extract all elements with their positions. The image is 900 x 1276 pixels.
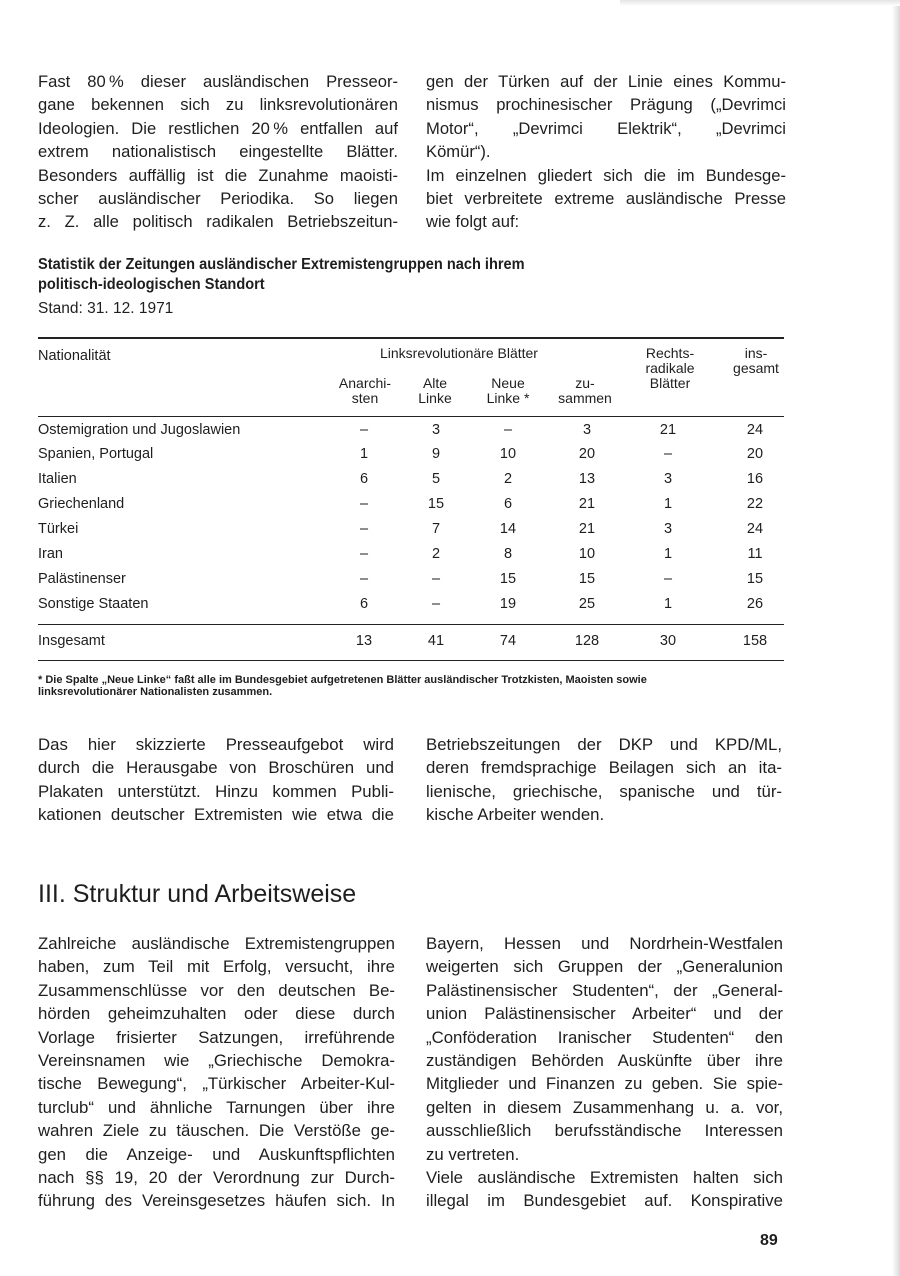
total-label: Insgesamt	[38, 633, 105, 649]
cell-rechtsradikale: 3	[663, 521, 673, 537]
cell-alte-linke: 2	[431, 546, 441, 562]
section-heading: III. Struktur und Arbeitsweise	[38, 880, 357, 908]
text-line: Das hier skizzierte Presseaufgebot wird	[38, 735, 394, 754]
cell-alte-linke: 3	[431, 422, 441, 438]
text-line: Kömür“).	[426, 142, 491, 162]
cell-neue-linke: 2	[503, 471, 513, 487]
total-alte-linke: 41	[427, 633, 445, 649]
total-anarchisten: 13	[355, 633, 373, 649]
table-title-line: Statistik der Zeitungen ausländischer Extremistengruppen nach ihrem	[38, 256, 525, 273]
cell-rechtsradikale: 1	[663, 596, 673, 612]
text-line: union Palästinensischer Arbeiter“ und der	[426, 1004, 783, 1024]
table-footnote	[38, 674, 786, 698]
text-line: Besonders auffällig ist die Zunahme maoisti-	[38, 165, 398, 185]
text-line: zu vertreten.	[426, 1144, 520, 1164]
cell-anarchisten: –	[359, 422, 369, 438]
row-label: Iran	[38, 546, 63, 562]
header-links-group: Linksrevolutionäre Blätter	[380, 345, 538, 361]
text-line: deren fremdsprachige Beilagen sich an ita-	[426, 758, 782, 778]
cell-anarchisten: –	[359, 546, 369, 562]
header-text: Linke *	[486, 390, 530, 406]
total-zusammen: 128	[574, 633, 600, 649]
text-line: scher ausländischer Periodika. So liegen	[38, 189, 398, 209]
cell-neue-linke: 14	[499, 521, 517, 537]
cell-rechtsradikale: 21	[659, 422, 677, 438]
row-label: Spanien, Portugal	[38, 446, 154, 462]
cell-neue-linke: 10	[499, 446, 517, 462]
middle-text-left	[38, 733, 394, 827]
cell-anarchisten: 6	[359, 471, 369, 487]
row-label: Italien	[38, 471, 77, 487]
header-text: sammen	[558, 390, 612, 406]
body-text-left	[38, 932, 395, 1213]
table-title-line: politisch-ideologischen Standort	[38, 276, 265, 293]
cell-insgesamt: 24	[746, 422, 764, 438]
text-line: „Conföderation Iranischer Studenten“ den	[426, 1027, 783, 1047]
middle-text-right	[426, 733, 782, 827]
text-line: durch die Herausgabe von Broschüren und	[38, 758, 394, 778]
text-line: zuständigen Behörden Auskünfte über ihre	[426, 1051, 783, 1071]
cell-insgesamt: 26	[746, 596, 764, 612]
text-line: Fast 80 % dieser ausländischen Presseor-	[38, 72, 398, 91]
header-text: Alte	[422, 375, 448, 391]
cell-rechtsradikale: 3	[663, 471, 673, 487]
text-line: Vereinsnamen wie „Griechische Demokra-	[38, 1051, 395, 1071]
cell-rechtsradikale: 1	[663, 546, 673, 562]
text-line: lienische, griechische, spanische und tür-	[426, 781, 782, 801]
cell-insgesamt: 15	[746, 571, 764, 587]
header-alte-linke	[405, 376, 465, 406]
text-line: Viele ausländische Extremisten halten sich	[426, 1168, 783, 1188]
text-line: Ideologien. Die restlichen 20 % entfallen auf	[38, 118, 398, 138]
cell-zusammen: 3	[582, 422, 592, 438]
row-label: Türkei	[38, 521, 79, 537]
cell-anarchisten: 1	[359, 446, 369, 462]
cell-neue-linke: 8	[503, 546, 513, 562]
header-rechtsradikale	[630, 346, 710, 391]
header-text: ins-	[744, 345, 768, 361]
cell-neue-linke: 15	[499, 571, 517, 587]
text-line: Zahlreiche ausländische Extremistengruppen	[38, 934, 395, 953]
table-total-rule-top	[38, 624, 784, 625]
text-line: führung des Vereinsgesetzes häufen sich. In	[38, 1191, 395, 1211]
cell-anarchisten: –	[359, 496, 369, 512]
body-text-right	[426, 932, 783, 1213]
cell-alte-linke: 9	[431, 446, 441, 462]
text-line: Betriebszeitungen der DKP und KPD/ML,	[426, 735, 782, 754]
text-line: gelten in diesem Zusammenhang u. a. vor,	[426, 1097, 783, 1117]
header-insgesamt	[718, 346, 794, 376]
footnote-line: linksrevolutionärer Nationalisten zusammen.	[38, 686, 273, 698]
text-line: haben, zum Teil mit Erfolg, versucht, ihre	[38, 957, 395, 977]
header-anarchisten	[330, 376, 400, 406]
text-line: hörden geheimzuhalten oder diese durch	[38, 1004, 395, 1024]
text-line: weigerten sich Gruppen der „Generalunion	[426, 957, 783, 977]
cell-zusammen: 13	[578, 471, 596, 487]
cell-insgesamt: 11	[747, 546, 763, 562]
header-text: zu-	[575, 375, 595, 391]
cell-anarchisten: –	[359, 521, 369, 537]
cell-insgesamt: 24	[746, 521, 764, 537]
cell-anarchisten: –	[359, 571, 369, 587]
cell-rechtsradikale: –	[663, 571, 673, 587]
total-neue-linke: 74	[499, 633, 517, 649]
cell-alte-linke: 7	[431, 521, 441, 537]
text-line: Palästinensischer Studenten“, der „General-	[426, 980, 783, 1000]
header-text: gesamt	[733, 360, 779, 376]
cell-zusammen: 25	[578, 596, 596, 612]
text-line: gane bekennen sich zu linksrevolutionären	[38, 95, 398, 115]
text-line: kische Arbeiter wenden.	[426, 805, 605, 825]
row-label: Palästinenser	[38, 571, 126, 587]
table-date: Stand: 31. 12. 1971	[38, 300, 174, 317]
header-text: Anarchi-	[338, 375, 392, 391]
intro-text-right	[426, 70, 786, 234]
page-top-shadow	[620, 0, 900, 6]
cell-alte-linke: –	[431, 571, 441, 587]
text-line: extrem nationalistisch eingestellte Blätter.	[38, 142, 398, 162]
text-line: kationen deutscher Extremisten wie etwa die	[38, 805, 394, 825]
cell-neue-linke: 19	[499, 596, 517, 612]
page-edge-shadow	[892, 0, 900, 1276]
header-text: Linke	[418, 390, 452, 406]
table-total-rule-bottom	[38, 660, 784, 661]
text-line: Bayern, Hessen und Nordrhein-Westfalen	[426, 934, 783, 953]
text-line: turclub“ und ähnliche Tarnungen über ihre	[38, 1097, 395, 1117]
text-line: z. Z. alle politisch radikalen Betriebszeitun-	[38, 212, 398, 232]
cell-rechtsradikale: 1	[663, 496, 673, 512]
row-label: Griechenland	[38, 496, 125, 512]
header-neue-linke	[478, 376, 538, 406]
cell-zusammen: 15	[578, 571, 596, 587]
cell-alte-linke: 15	[427, 496, 445, 512]
cell-zusammen: 10	[578, 546, 596, 562]
header-text: Rechts-	[645, 345, 695, 361]
text-line: Plakaten unterstützt. Hinzu kommen Publi-	[38, 781, 394, 801]
total-insgesamt: 158	[742, 633, 768, 649]
text-line: tische Bewegung“, „Türkischer Arbeiter-Kul-	[38, 1074, 395, 1094]
total-rechtsradikale: 30	[659, 633, 677, 649]
text-line: wahren Ziele zu täuschen. Die Verstöße ge-	[38, 1121, 395, 1141]
cell-anarchisten: 6	[359, 596, 369, 612]
header-text: sten	[351, 390, 379, 406]
footnote-line: * Die Spalte „Neue Linke“ faßt alle im Bundesgebiet aufgetretenen Blätter ausländischer Trotzkisten, Maoisten sowie	[38, 674, 647, 686]
cell-rechtsradikale: –	[663, 446, 673, 462]
text-line: biet verbreitete extreme ausländische Presse	[426, 189, 786, 209]
cell-zusammen: 20	[578, 446, 596, 462]
row-label: Sonstige Staaten	[38, 596, 149, 612]
intro-text-left	[38, 70, 398, 234]
page-number: 89	[760, 1232, 778, 1249]
row-label: Ostemigration und Jugoslawien	[38, 422, 241, 438]
text-line: Im einzelnen gliedert sich die im Bundesge-	[426, 165, 786, 185]
text-line: nach §§ 19, 20 der Verordnung zur Durch-	[38, 1168, 395, 1188]
cell-alte-linke: –	[431, 596, 441, 612]
header-zusammen	[550, 376, 620, 406]
table-title	[38, 255, 752, 295]
cell-insgesamt: 16	[746, 471, 764, 487]
cell-neue-linke: 6	[503, 496, 513, 512]
cell-insgesamt: 20	[746, 446, 764, 462]
cell-insgesamt: 22	[746, 496, 764, 512]
table-top-rule	[38, 337, 784, 339]
text-line: Mitglieder und Finanzen zu geben. Sie spie-	[426, 1074, 783, 1094]
text-line: gen der Türken auf der Linie eines Kommu-	[426, 72, 786, 91]
text-line: illegal im Bundesgebiet auf. Konspirative	[426, 1191, 783, 1211]
header-text: Neue	[491, 375, 525, 391]
cell-neue-linke: –	[503, 422, 513, 438]
text-line: wie folgt auf:	[426, 212, 520, 232]
header-text: Blätter	[649, 375, 691, 391]
text-line: gen die Anzeige- und Auskunftspflichten	[38, 1144, 395, 1164]
text-line: Vorlage frisierter Satzungen, irreführende	[38, 1027, 395, 1047]
text-line: ausschließlich berufsständische Interessen	[426, 1121, 783, 1141]
header-text: radikale	[645, 360, 695, 376]
text-line: Motor“, „Devrimci Elektrik“, „Devrimci	[426, 118, 786, 138]
text-line: nismus prochinesischer Prägung („Devrimci	[426, 95, 786, 115]
cell-zusammen: 21	[578, 496, 596, 512]
text-line: Zusammenschlüsse vor den deutschen Be-	[38, 980, 395, 1000]
cell-zusammen: 21	[578, 521, 596, 537]
header-nationalitaet: Nationalität	[38, 348, 111, 364]
table-header-rule	[38, 416, 784, 417]
cell-alte-linke: 5	[431, 471, 441, 487]
